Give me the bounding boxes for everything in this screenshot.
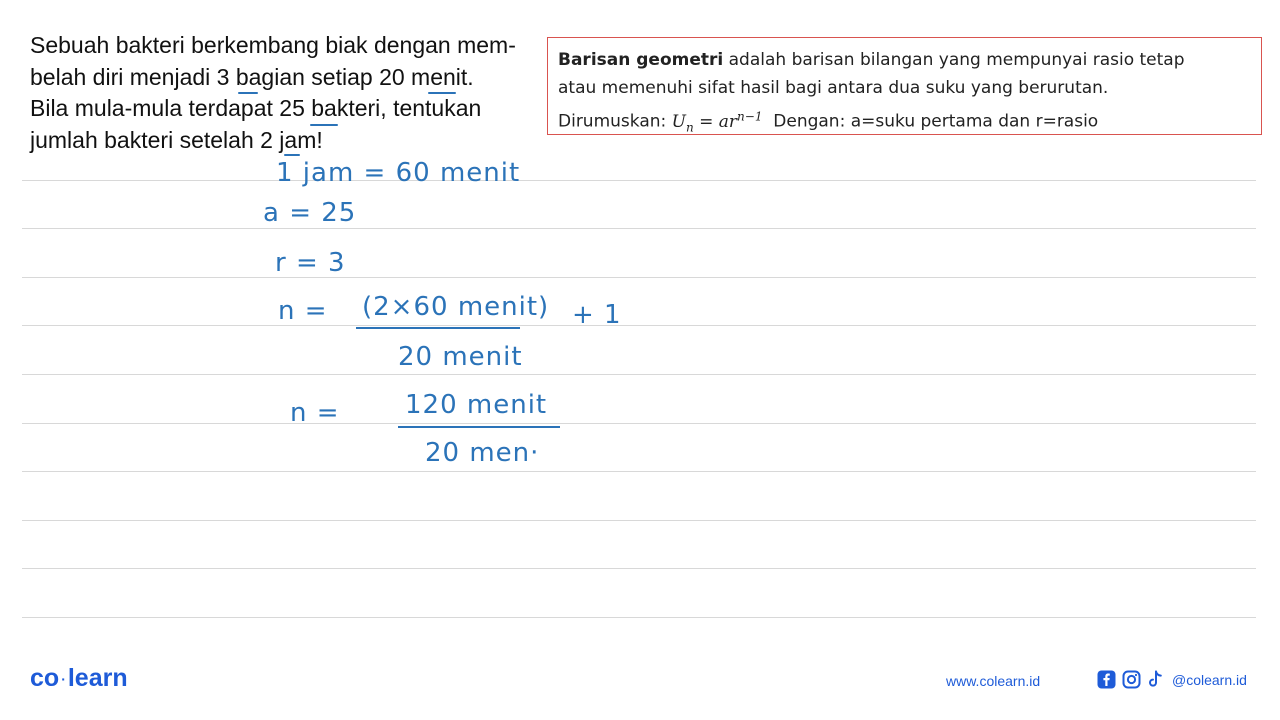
handwritten-underline (284, 154, 300, 156)
definition-term: Barisan geometri (558, 50, 724, 70)
logo-right: learn (67, 664, 128, 692)
working-plus-one: + 1 (572, 300, 622, 330)
fraction-bar (398, 426, 560, 428)
fraction-bar (356, 327, 520, 329)
definition-line-1 (558, 46, 1251, 74)
working-fraction-numerator-2: 120 menit (405, 390, 548, 420)
formula-lhs: U (671, 111, 686, 132)
formula-rhs: = ar (693, 111, 738, 132)
question-line-2: belah diri menjadi 3 bagian setiap 20 menit. (30, 63, 474, 90)
handwritten-underline (310, 124, 338, 126)
social-handle[interactable]: @colearn.id (1172, 671, 1247, 688)
working-fraction-denominator-2: 20 men· (425, 438, 540, 468)
facebook-icon[interactable] (1097, 670, 1116, 689)
footer-url[interactable]: www.colearn.id (946, 673, 1041, 689)
working-n-label-2: n = (290, 398, 340, 428)
logo-dot: · (61, 671, 66, 688)
working-n-label: n = (278, 296, 328, 326)
colearn-logo (30, 664, 128, 693)
formula-note: Dengan: a=suku pertama dan r=rasio (773, 111, 1099, 132)
definition-text: adalah barisan bilangan yang mempunyai rasio tetap (723, 50, 1185, 70)
ruled-line (22, 277, 1256, 278)
ruled-line (22, 325, 1256, 326)
formula-line (558, 102, 1251, 141)
formula-subscript: n (685, 120, 694, 135)
ruled-line (22, 180, 1256, 181)
ruled-line (22, 423, 1256, 424)
tiktok-icon[interactable] (1147, 670, 1164, 689)
handwritten-underline (428, 92, 456, 94)
logo-left: co (30, 664, 60, 692)
working-fraction-denominator: 20 menit (398, 342, 523, 372)
working-fraction-numerator: (2×60 menit) (362, 292, 550, 322)
question-text (30, 30, 535, 156)
definition-line-2: atau memenuhi sifat hasil bagi antara dua suku yang berurutan. (558, 78, 1109, 98)
handwritten-underline (238, 92, 258, 94)
working-line-1: 1 jam = 60 menit (276, 158, 521, 188)
formula-exponent: n−1 (737, 109, 763, 123)
ruled-line (22, 568, 1256, 569)
ruled-line (22, 471, 1256, 472)
instagram-icon[interactable] (1122, 670, 1141, 689)
question-line-3: Bila mula-mula terdapat 25 bakteri, tentukan (30, 95, 482, 121)
working-line-2: a = 25 (263, 198, 357, 228)
question-line-4: jumlah bakteri setelah 2 jam! (30, 126, 323, 153)
definition-box (547, 37, 1262, 135)
question-line-1: Sebuah bakteri berkembang biak dengan mem- (30, 32, 516, 58)
ruled-line (22, 228, 1256, 229)
ruled-line (22, 617, 1256, 618)
formula-label: Dirumuskan: (558, 111, 672, 132)
ruled-line (22, 520, 1256, 521)
social-links (1097, 670, 1247, 689)
ruled-line (22, 374, 1256, 375)
working-line-3: r = 3 (275, 248, 346, 278)
formula (671, 109, 763, 135)
